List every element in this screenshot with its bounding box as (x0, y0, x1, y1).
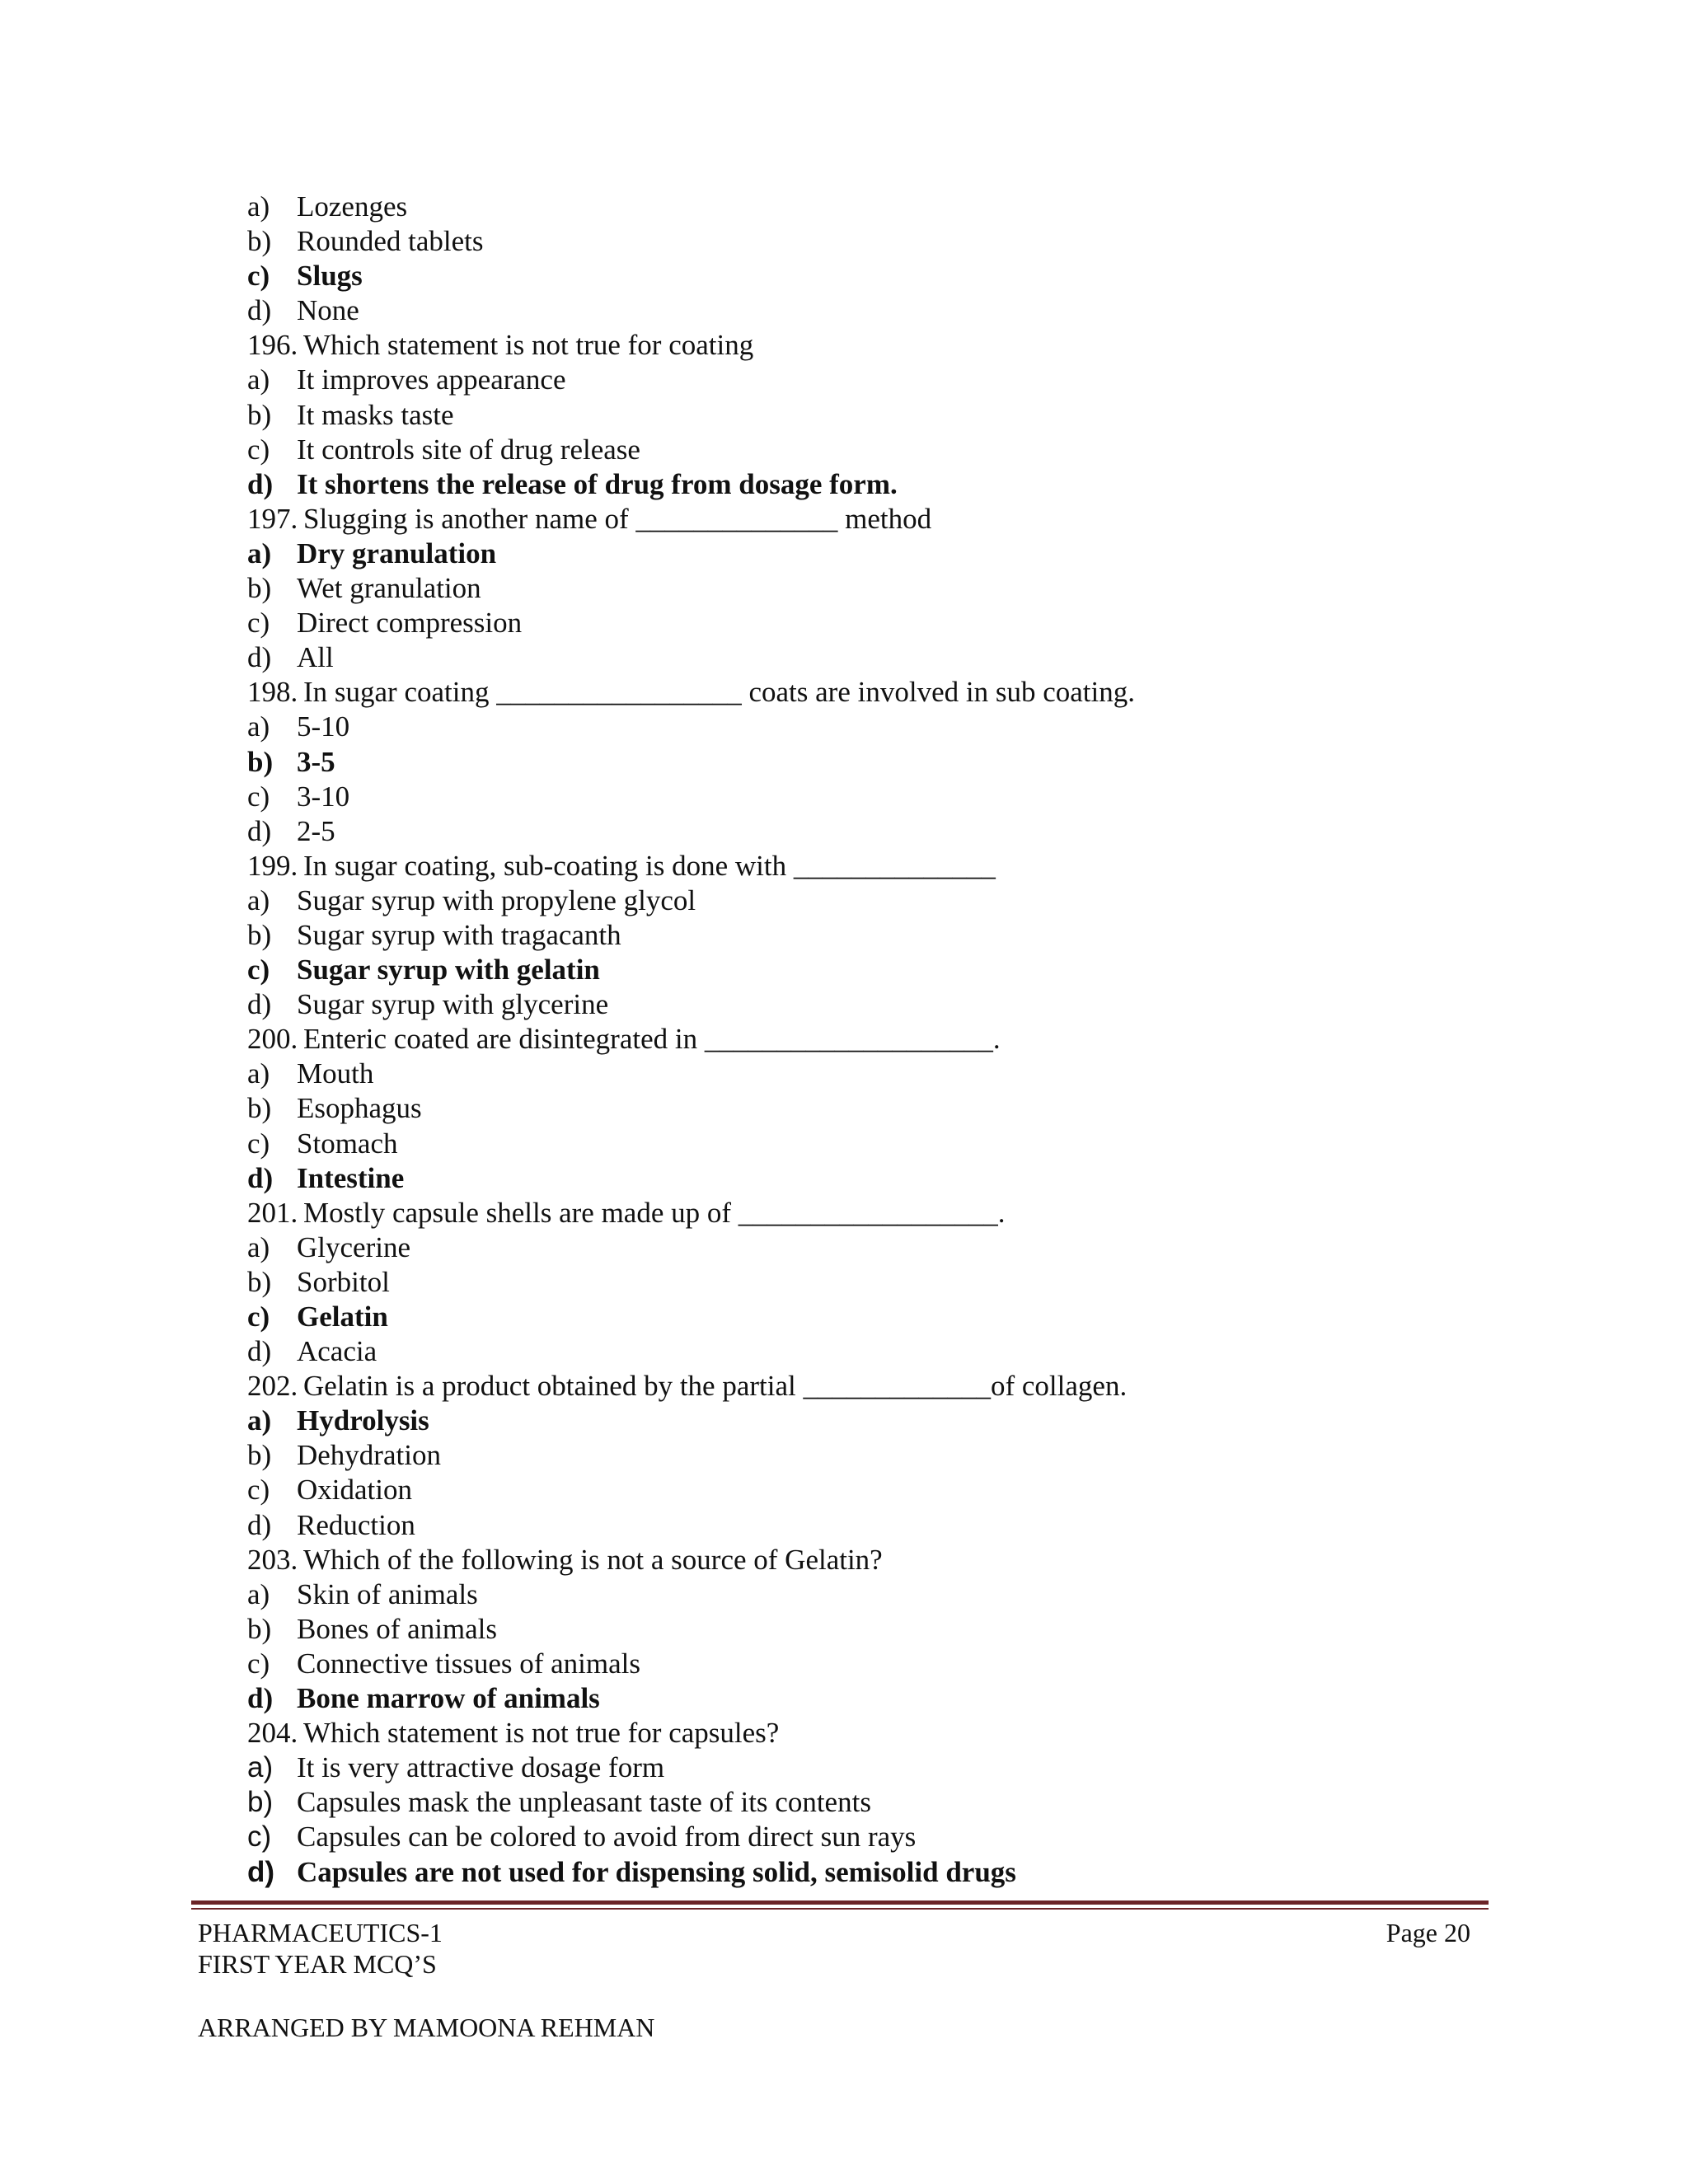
mcq-list (0, 190, 1688, 1890)
option-label: d) (247, 294, 272, 327)
option-text: 3-5 (297, 745, 335, 778)
option-text: Dry granulation (297, 537, 497, 569)
option-text: Glycerine (297, 1230, 410, 1263)
option-line (0, 224, 1688, 259)
option-text: Direct compression (297, 607, 523, 640)
option-label: a) (247, 1057, 270, 1090)
option-label: b) (247, 1786, 274, 1819)
option-line (0, 883, 1688, 918)
option-label: a) (247, 1230, 270, 1263)
question-line (0, 1369, 1688, 1404)
question-line (0, 328, 1688, 363)
option-line (0, 293, 1688, 328)
option-text: Sugar syrup with gelatin (297, 954, 600, 987)
option-line (0, 640, 1688, 675)
footer-subject: PHARMACEUTICS-1 (198, 1918, 443, 1947)
option-line (0, 814, 1688, 849)
option-label: a) (247, 363, 270, 396)
footer-arranged-by: ARRANGED BY MAMOONA REHMAN (198, 2013, 655, 2042)
option-label: a) (247, 537, 272, 569)
option-line (0, 1473, 1688, 1507)
answer-option (0, 259, 1688, 293)
option-line (0, 1438, 1688, 1473)
option-text: It improves appearance (297, 363, 566, 396)
question-line (0, 502, 1688, 537)
option-label: c) (247, 433, 270, 466)
option-line (0, 1508, 1688, 1543)
question-line (0, 1022, 1688, 1057)
option-text: Mouth (297, 1057, 374, 1090)
option-text: Capsules mask the unpleasant taste of its contents (297, 1786, 871, 1819)
option-label: c) (247, 1474, 270, 1507)
option-label: d) (247, 467, 274, 500)
option-label: c) (247, 260, 270, 293)
question-number: 198. (247, 676, 298, 709)
option-text: It is very attractive dosage form (297, 1751, 665, 1784)
option-line (0, 433, 1688, 467)
option-text: Sorbitol (297, 1265, 390, 1298)
option-label: b) (247, 1265, 272, 1298)
option-label: a) (247, 190, 270, 223)
option-text: None (297, 294, 359, 327)
option-text: Acacia (297, 1335, 377, 1368)
option-text: Dehydration (297, 1439, 441, 1472)
question-text: Gelatin is a product obtained by the partial _____________of collagen. (303, 1370, 1128, 1403)
question-text: Which statement is not true for coating (303, 329, 754, 362)
option-text: 5-10 (297, 710, 350, 743)
question-text: Slugging is another name of ______________ method (303, 502, 932, 535)
footer-level: FIRST YEAR MCQ’S (198, 1949, 437, 1979)
option-text: It controls site of drug release (297, 433, 640, 466)
option-text: Bones of animals (297, 1612, 498, 1645)
option-line (0, 1057, 1688, 1091)
option-text: Gelatin (297, 1301, 388, 1333)
option-label: a) (247, 1751, 274, 1784)
option-text: Sugar syrup with tragacanth (297, 918, 621, 951)
option-line (0, 1820, 1688, 1854)
option-label: b) (247, 745, 274, 778)
option-label: c) (247, 954, 270, 987)
option-line (0, 190, 1688, 224)
option-label: b) (247, 572, 272, 605)
option-label: a) (247, 710, 270, 743)
option-line (0, 780, 1688, 814)
option-line (0, 363, 1688, 397)
option-line (0, 710, 1688, 744)
option-line (0, 1785, 1688, 1820)
option-text: It masks taste (297, 398, 454, 431)
question-text: Mostly capsule shells are made up of __________________. (303, 1196, 1006, 1229)
option-label: b) (247, 918, 272, 951)
footer-rule-thin (191, 1908, 1489, 1910)
option-label: c) (247, 1301, 270, 1333)
question-number: 200. (247, 1023, 298, 1056)
option-text: Sugar syrup with propylene glycol (297, 883, 696, 916)
question-line (0, 1716, 1688, 1750)
option-label: b) (247, 1439, 272, 1472)
question-number: 204. (247, 1717, 298, 1750)
option-line (0, 1265, 1688, 1300)
option-text: Sugar syrup with glycerine (297, 988, 609, 1021)
option-line (0, 987, 1688, 1022)
option-text: Stomach (297, 1127, 398, 1160)
option-label: d) (247, 814, 272, 847)
option-text: Connective tissues of animals (297, 1647, 641, 1680)
option-label: c) (247, 1647, 270, 1680)
option-text: Slugs (297, 260, 363, 293)
question-line (0, 1543, 1688, 1577)
option-label: a) (247, 1577, 270, 1610)
option-text: Hydrolysis (297, 1404, 429, 1437)
option-label: d) (247, 988, 272, 1021)
option-label: b) (247, 1092, 272, 1125)
question-text: In sugar coating _________________ coats are involved in sub coating. (303, 676, 1135, 709)
option-label: d) (247, 1682, 274, 1715)
question-number: 196. (247, 329, 298, 362)
question-line (0, 1196, 1688, 1230)
answer-option (0, 467, 1688, 502)
option-line (0, 1612, 1688, 1647)
option-label: a) (247, 1404, 272, 1437)
option-label: d) (247, 1508, 272, 1541)
option-label: c) (247, 1821, 272, 1854)
option-text: 3-10 (297, 780, 350, 813)
option-text: Capsules can be colored to avoid from direct sun rays (297, 1821, 917, 1854)
option-text: All (297, 641, 334, 674)
option-text: Oxidation (297, 1474, 412, 1507)
option-label: c) (247, 607, 270, 640)
question-number: 201. (247, 1196, 298, 1229)
option-line (0, 1127, 1688, 1161)
option-label: c) (247, 1127, 270, 1160)
option-text: 2-5 (297, 814, 335, 847)
option-text: Wet granulation (297, 572, 481, 605)
question-line (0, 675, 1688, 710)
footer-rule-thick (191, 1900, 1489, 1905)
question-number: 202. (247, 1370, 298, 1403)
option-label: c) (247, 780, 270, 813)
question-number: 203. (247, 1543, 298, 1576)
question-text: Which of the following is not a source of Gelatin? (303, 1543, 883, 1576)
option-text: Rounded tablets (297, 225, 484, 258)
option-label: d) (247, 641, 272, 674)
footer-page-number: Page 20 (1386, 1918, 1470, 1947)
option-text: Reduction (297, 1508, 415, 1541)
option-label: d) (247, 1855, 275, 1888)
option-line (0, 1230, 1688, 1265)
question-number: 199. (247, 849, 298, 882)
option-label: b) (247, 1612, 272, 1645)
option-line (0, 606, 1688, 640)
question-number: 197. (247, 502, 298, 535)
answer-option (0, 1161, 1688, 1196)
answer-option (0, 1404, 1688, 1438)
option-line (0, 1334, 1688, 1369)
option-text: It shortens the release of drug from dosage form. (297, 467, 898, 500)
option-line (0, 1750, 1688, 1785)
option-line (0, 398, 1688, 433)
option-text: Lozenges (297, 190, 408, 223)
answer-option (0, 1681, 1688, 1716)
option-label: d) (247, 1161, 274, 1194)
option-text: Esophagus (297, 1092, 422, 1125)
answer-option (0, 1855, 1688, 1890)
option-label: b) (247, 225, 272, 258)
option-line (0, 918, 1688, 953)
question-text: Which statement is not true for capsules? (303, 1717, 780, 1750)
option-text: Bone marrow of animals (297, 1682, 600, 1715)
option-label: d) (247, 1335, 272, 1368)
question-text: In sugar coating, sub-coating is done with ______________ (303, 849, 996, 882)
option-text: Skin of animals (297, 1577, 478, 1610)
question-text: Enteric coated are disintegrated in ____________________. (303, 1023, 1001, 1056)
option-line (0, 571, 1688, 606)
option-line (0, 1647, 1688, 1681)
answer-option (0, 1300, 1688, 1334)
question-line (0, 849, 1688, 883)
option-line (0, 1577, 1688, 1612)
option-line (0, 1091, 1688, 1126)
answer-option (0, 745, 1688, 780)
option-text: Capsules are not used for dispensing solid, semisolid drugs (297, 1855, 1016, 1888)
option-label: b) (247, 398, 272, 431)
option-label: a) (247, 883, 270, 916)
option-text: Intestine (297, 1161, 405, 1194)
answer-option (0, 953, 1688, 987)
answer-option (0, 537, 1688, 571)
